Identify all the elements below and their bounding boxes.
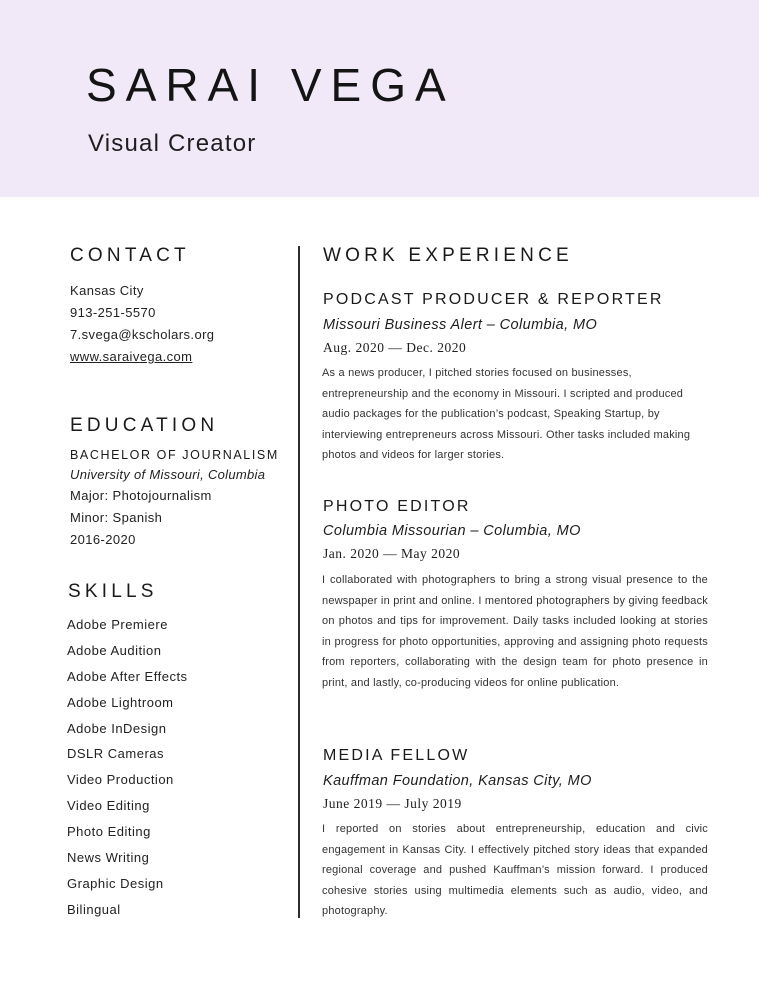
person-name: SARAI VEGA xyxy=(86,59,455,111)
job-employer: Missouri Business Alert – Columbia, MO xyxy=(323,317,598,333)
skills-heading: SKILLS xyxy=(68,581,158,602)
job-description: I collaborated with photographers to bring a strong visual presence to the newspaper in print and online. I mentored photographers by giving feedback on photos and tips for improvement. Daily tasks included looking at stories in progress for photo opportunities, approving and assigning photo requests from reporters, collaborating with the design team for photo presence in print, and lastly, co-producing videos for online publication. xyxy=(322,574,708,689)
job-employer: Columbia Missourian – Columbia, MO xyxy=(323,523,581,539)
job-description: I reported on stories about entrepreneurship, education and civic engagement in Kansas City. I effectively pitched story ideas that expanded regional coverage and pushed Kauffman’s mission forward. I produced cohesive stories using multimedia elements such as audio, video, and photography. xyxy=(322,823,708,918)
job-title: PODCAST PRODUCER & REPORTER xyxy=(323,291,664,308)
job-title: MEDIA FELLOW xyxy=(323,747,470,764)
skill-item: Adobe Premiere xyxy=(67,617,168,632)
skill-item: Bilingual xyxy=(67,901,121,917)
skill-item: Adobe Lightroom xyxy=(67,694,174,710)
education-heading: EDUCATION xyxy=(70,415,219,436)
skill-item: News Writing xyxy=(67,850,150,866)
contact-phone: 913-251-5570 xyxy=(70,305,156,320)
job-description: As a news producer, I pitched stories focused on businesses, entrepreneurship and the economy in Missouri. I scripted and produced audio packages for the publication’s podcast, Speaking Startup, by interviewing entrepreneurs across Missouri. Other tasks included making photos and videos for larger stories. xyxy=(322,367,691,462)
job-dates: Jan. 2020 — May 2020 xyxy=(323,546,461,561)
work-experience-heading: WORK EXPERIENCE xyxy=(323,245,573,266)
education-major: Major: Photojournalism xyxy=(70,488,212,503)
skill-item: DSLR Cameras xyxy=(67,746,165,762)
skill-item: Adobe After Effects xyxy=(67,668,188,684)
column-divider xyxy=(298,246,300,918)
job-employer: Kauffman Foundation, Kansas City, MO xyxy=(323,773,592,789)
job-dates: Aug. 2020 — Dec. 2020 xyxy=(323,340,467,355)
education-school: University of Missouri, Columbia xyxy=(70,467,266,482)
contact-heading: CONTACT xyxy=(70,245,190,266)
skill-item: Video Production xyxy=(67,772,174,788)
education-minor: Minor: Spanish xyxy=(70,510,163,525)
skill-item: Adobe InDesign xyxy=(67,720,167,736)
skill-item: Adobe Audition xyxy=(67,642,162,658)
job-subtitle: Visual Creator xyxy=(88,130,257,157)
skills-list xyxy=(67,617,188,928)
contact-email: 7.svega@kscholars.org xyxy=(70,327,215,342)
contact-city: Kansas City xyxy=(70,283,144,298)
contact-website-link[interactable]: www.saraivega.com xyxy=(70,349,193,364)
education-degree: BACHELOR OF JOURNALISM xyxy=(70,448,279,462)
header-band xyxy=(0,0,759,197)
education-years: 2016-2020 xyxy=(70,532,136,547)
job-dates: June 2019 — July 2019 xyxy=(323,796,462,811)
skill-item: Video Editing xyxy=(67,798,150,814)
job-title: PHOTO EDITOR xyxy=(323,498,471,515)
skill-item: Photo Editing xyxy=(67,824,151,840)
skill-item: Graphic Design xyxy=(67,875,164,891)
